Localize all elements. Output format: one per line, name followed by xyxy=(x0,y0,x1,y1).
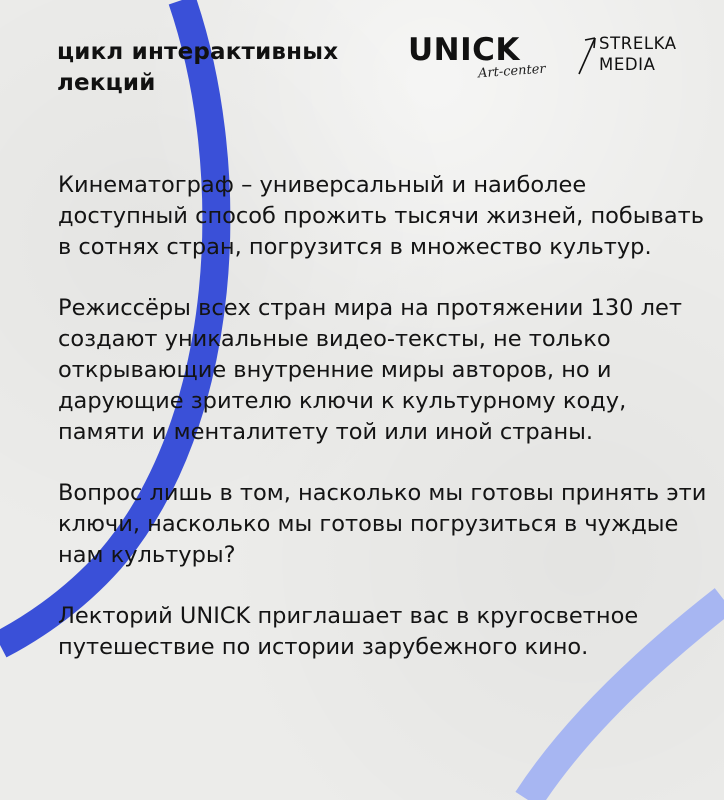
strelka-wordmark: STRELKA xyxy=(599,34,677,53)
series-title-line2: лекций xyxy=(57,70,156,96)
unick-wordmark: UNICK xyxy=(408,32,520,68)
strelka-slash-icon xyxy=(575,34,599,78)
media-wordmark: MEDIA xyxy=(599,55,656,74)
main-text xyxy=(58,170,708,693)
paragraph-question: Вопрос лишь в том, насколько мы готовы принять эти ключи, насколько мы готовы погрузиться в чуждые нам культуры? xyxy=(58,480,707,568)
strelka-media-logo xyxy=(575,34,685,82)
series-title xyxy=(57,37,338,99)
paragraph-intro: Кинематограф – универсальный и наиболее доступный способ прожить тысячи жизней, побывать в сотнях стран, погрузится в множество культур. xyxy=(58,172,704,260)
paragraph-directors: Режиссёры всех стран мира на протяжении 130 лет создают уникальные видео-тексты, не только открывающие внутренние миры авторов, но и дарующие зрителю ключи к культурному коду, памяти и менталитету той или иной страны. xyxy=(58,295,682,445)
unick-logo xyxy=(408,32,568,88)
unick-art-center-script: Art-center xyxy=(477,61,547,82)
paragraph-invitation: Лекторий UNICK приглашает вас в кругосветное путешествие по истории зарубежного кино. xyxy=(58,603,639,660)
series-title-line1: цикл интерактивных xyxy=(57,39,339,65)
